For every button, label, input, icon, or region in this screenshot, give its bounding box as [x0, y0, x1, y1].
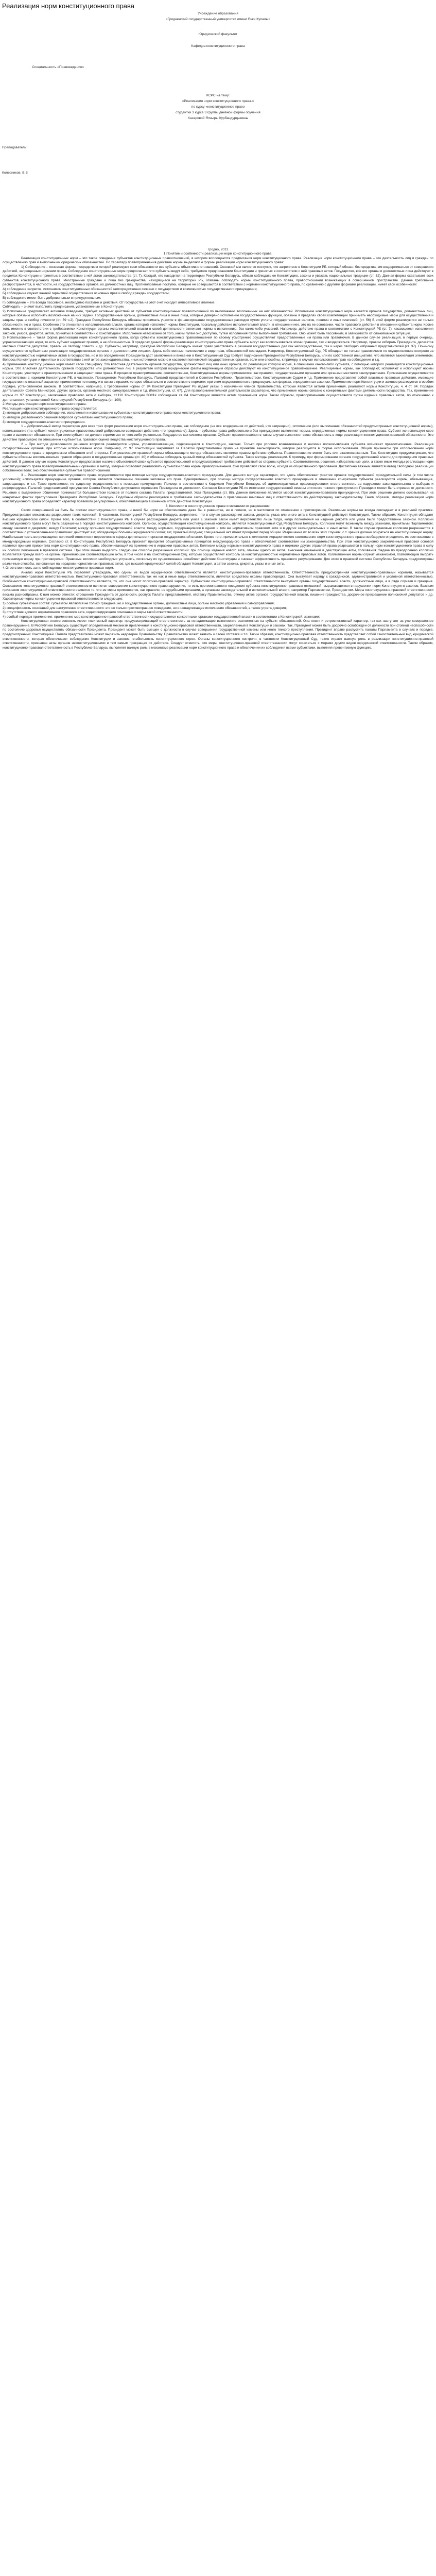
body-paragraph: Б) соблюдение служит важной гарантией осуществления основных прав и свобод граждан государством; [3, 292, 170, 296]
document-title: Реализация норм конституционного права [2, 2, 135, 10]
body-paragraph: 2 – При методе дозволенного решения вопросов реализуются нормы, управомочивающие, содержащиеся в Конституции, законах. Только при условии возникновения и наличия волеизъявления субъекта возникает правоотношение. Реализация государственных органов, при которых использование норм. Например, ст. 97 Конституции закрепляет за Палатой представителей право на принятие законопроекта, которое реализуется в форме использования. Общим признаком при использовании норм конституционного права в юридическом обязанном этой стороны. При реализации правовой нормы обязывающего метода обязанность является правом действия субъекта. Правоотношение может быть или взаимосвязанным. Так, Конституция предусматривает, что субъекты обязаны воспользоваться правом обращения в государственные органы (ст. 40) и обязаны соблюдать данный метод обязанностей субъекта. Такие методы реализации. К примеру, при формировании органов государственной власти для проведения правовых действий. В данном случае нормы Конституции предполагают наличие объективной связи субъектов правоотношений и предусматривают требование действий со стороны субъекта. Соответственно, решения, избирательные цели, а также иные методы реализации норм конституционного права правоприменительными органами и метод, который позволяет реализовать субъектам права нормы правоприменения. Они проявляют свою волю, исходя из общественного требования. Достаточно важным является метод свободной реализации собственной воли; оно обеспечивается субъектам правоотношений. [3, 442, 433, 473]
body-paragraph: 2) Исполнение предполагает активное поведение, требует активных действий от субъектов конституционных правоотношений по выполнению возложенных на них обязанностей. Исполнение конституционных норм касается органов государства, должностных лиц, которые обязаны исполнять возложенные на них задачи. Государственные органы, должностные лица и иные лица, которые доверено исполнение государственных функций, обязаны в пределах своей компетенции принимать необходимые меры для осуществления и защиты прав и свобод личности (ст. 59 ч.2). Граждане Республики Беларусь обязаны принимать участие в финансировании государственных расходов путем уплаты государственных налогов, пошлин и иных платежей. (ст. 56) В этой форме реализуются не только обязанности, но и права. Особенно это относится к исполнительной власти, органы которой исполняют нормы Конституции, поскольку действие исполнительной власти, в отношении нее, это на ее основании, часто правового действия в отношении субъекта норм. Кроме того, именно в соответствии с требованиями Конституции органы исполнительной власти в своей деятельности включают нормы к исполнению, без каких-либо указаний. Например, действие права в соответствии с Конституцией РБ (ст. 7), касающееся исполнения законов, указов, декретов, актов, принятых в соответствии с Конституцией. Исполнение невозможно от того, каким путем оно доступно, путем исполнения путем выполнения требований. Оно может быть пассивным, в зависимости от сложившихся ситуаций. [3, 309, 433, 335]
faculty-line: Юридический факультет [198, 32, 238, 36]
body-paragraph: 3) методом государственно-властного принуждения. [3, 420, 85, 424]
student-line-1: студентки 3 курса 3 группы дневной формы обучения [176, 111, 260, 114]
document-page [0, 0, 436, 660]
body-paragraph: 4) Применение конституционных норм имеет свою специфику. Это властная деятельность органов государства, должностных лиц или иных органов, по реализации которой норма, в отношении какого-либо субъекта, с помощью которого реализуется конституционные нормы. Это властная деятельность органов государства или должностных лиц в результате которой юридические факты надлежащим образом действуют на конституционное правоотношение. Реализуемые нормы, как соблюдают, исполняют и используют нормы Конституции, участвуют в правоприменении и защищают свои права. В процессе правоприменения, соответственно, Конституционные нормы применяются, как правило, государственными органами или органами местного самоуправления. Применение осуществляется в соответствии с нормами Конституции РБ, в частности, Президентом Республики Беларусь, Палатой представителей и Советом Республики, Правительством, Конституционным Судом и т.д. Применение представляет собой властные правовые действия, имеющие государственно-властный характер; применяется по поводу и в связи с правом, которое обязательно в соответствии с нормами; при этом осуществляется в процессуальных формах, определенных законом. Применение норм Конституции и законов реализуется в особом порядке, установленном законом. В соответствии, например, с требованием нормы ст. 84 Конституции Президент РБ издает указы о назначении членов Правительства, которые являются актами применения, реализуют нормы Конституции, ч. 4 ст. 84. Порядок деятельности Совета Министров, других органов, органов местного самоуправления и т.д. (Конституция, ст. 67). Для правоприменительной деятельности характерно, что применение нормы связано с конкретными фактами деятельности государства. Так, применение нормы ст. 97 Конституции, заключение правового акта о выборах, ст.110 Конституции ЗОНЫ соблюдения ст. 84 Конституции является актом применения норм. Таким образом, правоприменение осуществляется путем издания правовых актов, по отношению к деятельности, установленной Конституцией Республики Беларусь (ст. 100). [3, 362, 433, 402]
body-paragraph: 4) особый порядок применения: применение мер конституционно-правовой ответственности осуществляется конкретными органами государственной власти в соответствии с Конституцией, законами; [3, 615, 320, 619]
body-paragraph: Г) соблюдение – это всегда пассивное, необходимо поступки и действия. От государства на этот счет исходит императивное влияние. [3, 300, 216, 304]
document-body [3, 252, 433, 650]
body-paragraph: В) соблюдение имеет быть добровольным и принудительным. [3, 296, 101, 300]
specialty-line: Специальность «Правоведение» [32, 65, 84, 69]
org-line-1: Учреждение образования [198, 12, 238, 15]
body-paragraph: 3) Использование – такая форма реализации норм конституционного права, когда субъекты конституционных правоотношений по своему усмотрению осуществляют предоставленные им права или правомочия. В данном случае реализация, в первую очередь, управомочивающих норм, то есть субъект наделяют правом, а не обязанностью. В пределах данной формы реализации конституционного права субъекты могут как воспользоваться этими правами, так и воздержаться. Например, правом избирать Президента, делегатов местных Советов депутатов, правом на свободу совести и др. Субъекты, например, граждане Республики Беларусь имеют право участвовать в решении государственных дел как непосредственно, так и через свободно избранных представителей (ст. 37). По-иному осуществляется субъектами реализации государственных органов и должностными лицами. Здесь собственные полномочия в виде прав, обязанностей совпадают. Например, Конституционный Суд РБ обладает не только правомочием по осуществлению контроля за конституционностью нормативных актов в государстве, но и по определению Президента даст заключение и внесении в Конституционный Суд требует подписание Президентом Республики Беларусь, или по собственной инициативе, что является важнейшим элементом. Вопросы Конституции и принятых в соответствии с ней актов законодательства, иных источников можно и касаются полномочий государственных органов, если они способны, к примеру, в случае использования прав на соблюдение и т.д. [3, 336, 433, 362]
student-line-2: Хазаровой Ягмыры Курбандурдыевны [187, 116, 249, 120]
body-paragraph: 2) специфичность оснований для наступления ответственности: это не только противоправное поведение, но и ненадлежащее исполнение обязанностей, а также утрата доверия; [3, 606, 287, 610]
section-heading: 1.Понятие и особенности реализации норм конституционного права. [163, 252, 273, 256]
body-paragraph: 3) отсутствие единого нормативного правового акта, кодифицирующего основания и меры такой ответственности; [3, 611, 184, 615]
org-line-2: «Гродненский государственный университет имени Янки Купалы» [166, 18, 270, 21]
body-paragraph: Реализация норм конституционного права осуществляется: [3, 406, 97, 411]
body-paragraph: Соблюдать – значит выполнять предписания, установленные в Конституции. [3, 305, 125, 309]
body-paragraph: 1 – Добровольный метод характерен для всех трех форм реализации норм конституционного права, как соблюдение (не все воздержание от действий, что запрещено), исполнение (или выполнение обязанностей предусмотренных конституционной нормы), использование (т.е. субъект конституционных правоотношений добровольно совершает действия, что предписано). Здесь – субъекты права добровольно и без принуждения выполняют нормы, определенные нормы конституционного права. Субъект же использует свое право и выполняет обязанности. При этом субъект не должен стремиться от чего-либо уклоняться. Государство как система органов. Субъект правоотношения в таком случае выполняет свою обязанность в ходе реализации конституционно-правовой обязанности. Это действие правомерно по отношению к субъектам, правовой оценке вещества конституционного права. [3, 425, 433, 442]
body-paragraph: Конституционная ответственность имеет позитивный характер, предусматривающий ответственность за ненадлежащее выполнение возложенных на субъект обязанностей. Она носит и ретроспективный характер, так как наступает за уже совершенное правонарушение. В Республике Беларусь существует определенный механизм привлечения к конституционно-правовой ответственности, закрепленный в Конституции и законах. Так, Президент может быть досрочно освобожден от должности при стойкой неспособности по состоянию здоровья осуществлять обязанности Президента. Президент может быть смещен с должности в случае совершения государственной измены или иного тяжкого преступления. Президент вправе распустить палаты Парламента в случаях и порядке, предусмотренных Конституцией. Палата представителей может выразить недоверие Правительству. Правительство может заявить о своей отставке и т.п. Таким образом, конституционно-правовая ответственность представляет собой самостоятельный вид юридической ответственности, которая обеспечивает соблюдение Конституции и законов, стабильность конституционного строя. Органы конституционного контроля, в частности Конституционный Суд, также играют важную роль в реализации конституционно-правовой ответственности, признавая акты органов неконституционными и тем самым прекращая их действие. Следует отметить, что меры конституционно-правовой ответственности могут сочетаться с мерами других видов юридической ответственности. Таким образом, конституционно-правовая ответственность в Республике Беларусь выполняет важную роль в механизме реализации норм конституционного права и обеспечении их соблюдения всеми субъектами, выполняя превентивную функцию. [3, 619, 433, 650]
teacher-label: Преподаватель: [2, 146, 28, 149]
body-paragraph: Реализация конституционных норм – это такое поведение субъектов конституционных правоотношений, в котором воплощаются предписания норм конституционного права. Реализация норм конституционного права – это деятельность лиц и граждан по осуществлению прав и выполнению юридических обязанностей. По характеру правоприменения действие нормы выделяют 4 формы реализации норм конституционного права: [3, 256, 433, 265]
city-year-line: Гродно, 2013 [207, 248, 229, 251]
body-paragraph: 2) методом дозволенного решения вопросов субъектами конституционного права; [3, 415, 133, 419]
body-paragraph: 3 – Реализация норм конституционного права осуществляется при помощи метода государственно-властного принуждения. Для данного метода характерно, что здесь обеспечивает участие органов государственной принудительной силы (в том числе уголовной); используется принуждение органов, которое является основанием лишения человека его прав. Одновременно, при помощи метода государственного властного принуждения в отношении конкретного субъекта реализуются нормы, обязывающие, запрещающие и т.п. Такое применение, по существу, осуществляется с помощью принуждения. Пример: в соответствии с Кодексом Республики Беларусь об административных правонарушениях ответственность за нарушение законодательства о выборах и референдумах. Палатой представителей при участии Совета Республики допускается отрешение Президента от должности. Согласно Конституции РБ по истечении государственной измены или иного тяжкого преступления Президент может быть отрешен от должности. Решение о выдвижении обвинения принимается большинством голосов от полного состава Палаты представителей. Указ Президента (ст. 88). Данное положение является мерой конституционно-правового принуждения. При этом решение должно основываться на конкретных фактах преступления Президента Республики Беларусь. Подобным образом реализуется и требование законодательства о привлечении виновных лиц к ответственности по действующему законодательству. Таким образом, методы реализации норм конституционного права определяют характер правового регулирования, обеспечивающего в конечном итоге действие Конституции. [3, 473, 433, 504]
body-paragraph: 1) методом добровольного соблюдения, исполнения и использования субъектами конституционного права норм конституционного права; [3, 411, 221, 415]
subject-line: по курсу «конституционное право [191, 105, 245, 109]
body-paragraph: 1) Соблюдение – основная форма, посредством которой реализуют свои обязанности все субъекты объективно отношений. Основной мм является поступок, что закреплено в Конституции РБ, который обязан: без средства, мм воздерживаться от совершения действий, запрещенных нормами права. Соблюдение конституционных норм предполагает, что субъекты ведут себя, требуемое предписаниями Конституции и принятых в соответствии с ней правовых актов. Государство, все его органы и должностные лица действуют в пределах Конституции и принятых в соответствии с ней актов законодательства (ст. 7). Каждый, кто находится на территории Республики Беларусь, обязан соблюдать ее Конституцию, законы и уважать национальные традиции (ст. 52). Данная форма охватывает всех субъектов конституционного права. Иностранные граждане и лица без гражданства, находящиеся на территории РБ, обязаны соблюдать нормы конституционного права, правоотношений возникающих в совершенном пространстве. Данное требование распространяется, в частности, на государственных органов, их должностных лиц. Противоправные поступки, которые не совершаются в соответствии с нормами конституционного права, по сравнению с другими формами реализации, имеет свои особенности: [3, 265, 433, 287]
work-type-line: КСРС на тему: [206, 94, 230, 97]
body-paragraph: Анализ норм Конституции РБ позволяет утверждать, что одним из видов юридической ответственности является конституционно-правовая ответственность. Ответственность предусмотренная конституционно-правовыми нормами, называется конституционно-правовой ответственностью. Конституционно-правовая ответственность так же как и иные виды ответственности, является средством охраны правопорядка. Она выступает наряду с гражданской, административной и уголовной ответственностью. Особенностью конституционно-правовой ответственности является, то, что она носит политико-правовой характер. Субъектами конституционно-правовой ответственности выступают органы государственной власти, должностные лица, а в ряде случаев и граждане. Основанием конституционно-правовой ответственности является совершение конституционного правонарушения, то есть противоправного поведения субъекта конституционно-правовых отношений, выражающегося в нарушении норм Конституции и законов. Важным признаком конституционной ответственности является то, что ее меры применяются, как правило, не судебными органами, а органами законодательной и исполнительной власти, например Парламентом, Президентом. Меры конституционно-правовой ответственности весьма разнообразны. К ним можно отнести: отрешение Президента от должности, роспуск Палаты представителей, отставку Правительства, отмену актов органов государственной власти, лишение гражданства, досрочное прекращение полномочий депутатов и др. Характерные черты конституционно-правовой ответственности следующие: [3, 570, 433, 601]
cover-page [0, 10, 436, 252]
body-paragraph: 1) особый субъектный состав: субъектом являются не только граждане, но и государственные органы, должностные лица, органы местного управления и самоуправления; [3, 601, 275, 605]
body-paragraph: 2.Методы реализации норм конституционного права. [3, 402, 87, 406]
department-line: Кафедра конституционного права [191, 44, 245, 48]
section-heading: 3. Коллизии в конституционном праве и механизм их разрешения. [165, 504, 271, 508]
teacher-name: Колесников. В.В [2, 171, 28, 175]
body-paragraph: 4.Ответственность за не соблюдение конституционно-правовых норм. [3, 566, 114, 570]
body-paragraph: А) соблюдение запретов, источником конституционных обязанностей непосредственно связано с государством и возможностью государственного принуждения; [3, 287, 257, 291]
body-paragraph: Своих совершенной на быть бы систем конституционного права, и никой бы норм не обеспечивала даже бы в равенстве, ни в полном, ни в частичном по отношению к противоречию. Различные нормы не всегда совпадают и в реальной практике. Предусматривают механизмы разрешения таких коллизий. В частности, Конституцией Республики Беларусь закреплено, что в случае расхождения закона, декрета, указа или иного акта с Конституцией действует Конституция. Таким образом, Конституция обладает высшей юридической силой. Кроме того, в соответствии с Конституцией РБ в случае расхождения декрета или указа с законом закон имеет верховенство лишь тогда, когда полномочия на издание декрета или указа были предоставлены законом. Коллизии конституционного права могут быть разрешены в порядке конституционного контроля. Органом, осуществляющим конституционный контроль, является Конституционный Суд Республики Беларусь. Коллизии могут возникнуть между законами, принятыми Парламентом; между законом и декретом; между Палатами; между органами государственной власти; между нормами, содержащимися в одном и том же нормативном правовом акте и в других законодательных и иных актах. В таком случае правовые коллизии разрешаются в соответствии с установленными правилами: действует акт, обладающий большей юридической силой; акт, принятый позднее; специальный акт имеет приоритет перед общим. Разрешение их во всех этих случаях, с т. зрения должно опираться на конституционную норму. Наибольшая часть встречающихся коллизий относится к пересечению сферы деятельности органов государственной власти. Кроме того, применительно к коллизиям иерархического соотношения норм конституционного права необходимо определить их соотношение с международными нормами. Согласно ст. 8 Конституции, Республика Беларусь признает приоритет общепризнанных принципов международного права и обеспечивает соответствие им законодательства. При этом конституционно закрепленный правовой основой является принцип приоритета норм конституционного права, обеспечивающий их применение в иерархии правовых актов. Коллизии между нормами конституционного права и нормами других отраслей права разрешаются в пользу норм конституционного права в силу их особого положения в правовой системе. При этом можно выделить следующие способы разрешения коллизий: при помощи издания нового акта, отмены одного из актов, внесения изменений в действующие акты, толкования. Задача по преодолению коллизий возлагается прежде всего на органы, принимающие соответствующие акты, в том числе и на Конституционный Суд, который осуществляет контроль за конституционностью нормативных правовых актов. Коллизионные нормы служат механизмом, позволяющим выбрать применимую норму при противоречии. Правовые коллизии необходимо устранять, поскольку их существование ослабляет действие Конституции и снижает эффективность правового регулирования. Для этого в правовой системе Республики Беларусь предусмотрены различные способы, основанные на иерархии нормативных правовых актов, где высшей юридической силой обладает Конституция, а затем законы, декреты, указы и иные акты. [3, 509, 433, 566]
topic-line: «Реализация норм конституционного права.» [182, 99, 254, 103]
